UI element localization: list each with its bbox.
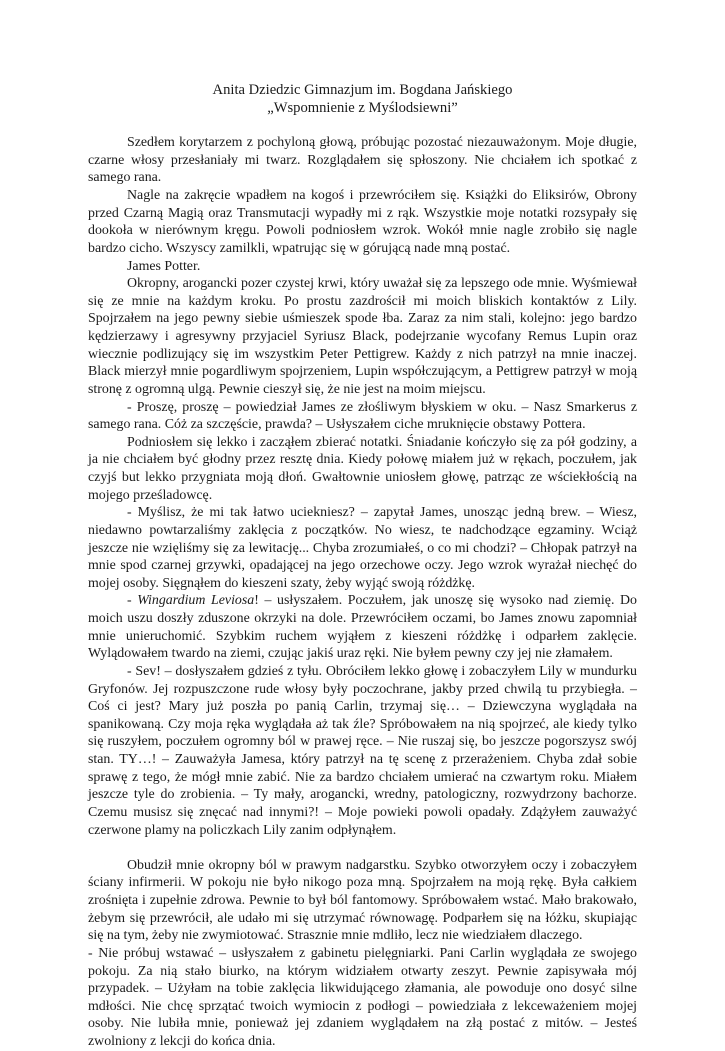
paragraph: Nagle na zakręcie wpadłem na kogoś i przewróciłem się. Książki do Eliksirów, Obrony przed Czarną Magią oraz Transmutacji wypadły mi z rąk. Wszystkie moje notatki rozsypały się dookoła w nierównym kręgu. Powoli podniosłem wzrok. Wokół mnie nagle zrobiło się nagle bardzo cicho. Wszyscy zamilkli, wpatrując się w górującą nade mną postać. <box>88 188 637 256</box>
paragraph: Okropny, arogancki pozer czystej krwi, który uważał się za lepszego ode mnie. Wyśmiewał się ze mnie na każdym kroku. Po prostu zazdrościł mi moich bliskich kontaktów z Lily. Spojrzałem na jego pewny siebie uśmieszek spode łba. Zaraz za nim stali, kolejno: jego bardzo kędzierzawy i agresywny przyjaciel Syriusz Black, podejrzanie wycofany Remus Lupin oraz wiecznie podlizujący się im wszystkim Peter Pettigrew. Każdy z nich patrzył na mnie inaczej. Black mierzył mnie pogardliwym spojrzeniem, Lupin współczującym, a Pettigrew patrzył w moją stronę z ogromną ulgą. Pewnie cieszył się, że nie jest na moim miejscu. <box>88 276 637 397</box>
story-title: „Wspomnienie z Myślodsiewni” <box>267 99 458 116</box>
paragraph: James Potter. <box>127 258 201 274</box>
paragraph: Obudził mnie okropny ból w prawym nadgarstku. Szybko otworzyłem oczy i zobaczyłem ściany infirmerii. W pokoju nie było nikogo poza mną. Spojrzałem na moją rękę. Była całkiem zrośnięta i zupełnie zdrowa. Pewnie to był ból fantomowy. Spróbowałem wstać. Mało brakowało, żebym się przewrócił, ale udało mi się utrzymać równowagę. Podparłem się na łóżku, skupiając się na tym, żeby nie zwymiotować. Strasznie mnie mdliło, lecz nie wiedziałem dlaczego. <box>88 857 637 944</box>
document-title <box>88 82 637 117</box>
paragraph: Podniosłem się lekko i zacząłem zbierać notatki. Śniadanie kończyło się za pół godziny, a ja nie chciałem być głodny przez resztę dnia. Kiedy połowę miałem już w rękach, poczułem, jak czyjś but lekko przygniata moją dłoń. Gwałtownie uniosłem głowę, patrząc ze wściekłością na mojego prześladowcę. <box>88 434 637 503</box>
story-body <box>88 134 637 1050</box>
paragraph: - Nie próbuj wstawać – usłyszałem z gabinetu pielęgniarki. Pani Carlin wyglądała ze swojego pokoju. Za nią stało biurko, na którym widziałem otwarty zeszyt. Pewnie zapisywała mój przypadek. – Użyłam na tobie zaklęcia likwidującego złamania, ale powoduje ono dosyć silne mdłości. Nie chcę sprzątać twoich wymiocin z podłogi – powiedziała z lekceważeniem mojej osoby. Nie lubiła mnie, ponieważ jej zdaniem wyglądałem na złą postać z mitów. – Jesteś zwolniony z lekcji do końca dnia. <box>88 945 637 1050</box>
paragraph: Szedłem korytarzem z pochyloną głową, próbując pozostać niezauważonym. Moje długie, czarne włosy przesłaniały mi twarz. Rozglądałem się spłoszony. Nie chciałem ich spotkać z samego rana. <box>88 135 637 186</box>
spell-name: Wingardium Leviosa <box>137 593 255 609</box>
author-school-line: Anita Dziedzic Gimnazjum im. Bogdana Jańskiego <box>212 82 513 98</box>
paragraph: - Proszę, proszę – powiedział James ze złośliwym błyskiem w oku. – Nasz Smarkerus z samego rana. Cóż za szczęście, prawda? – Usłyszałem ciche mruknięcie obstawy Pottera. <box>88 399 637 433</box>
paragraph: - Wingardium Leviosa! – usłyszałem. Poczułem, jak unoszę się wysoko nad ziemię. Do moich uszu doszły zduszone okrzyki na dole. Przewróciłem oczami, bo James znowu zapomniał mnie unieruchomić. Szybkim ruchem wyjąłem z kieszeni różdżkę i odparłem zaklęcie. Wylądowałem twardo na ziemi, czując jakiś uraz ręki. Nie byłem pewny czy jej nie złamałem. <box>88 593 637 662</box>
paragraph: - Myślisz, że mi tak łatwo uciekniesz? – zapytał James, unosząc jedną brew. – Wiesz, niedawno powtarzaliśmy zaklęcia z początków. No wiesz, te nadchodzące egzaminy. Wciąż jeszcze nie wzięliśmy się za lewitację... Chyba zrozumiałeś, o co mi chodzi? – Chłopak patrzył na mnie spod czarnej grzywki, opadającej na jego orzechowe oczy. Jego wzrok wyrażał niechęć do mojej osoby. Sięgnąłem do kieszeni szaty, żeby wyjąć swoją różdżkę. <box>88 505 637 591</box>
paragraph: - Sev! – dosłyszałem gdzieś z tyłu. Obróciłem lekko głowę i zobaczyłem Lily w mundurku Gryfonów. Jej rozpuszczone rude włosy były poczochrane, jakby przed chwilą tu przybiegła. – Coś ci jest? Mary już poszła po panią Carlin, trzymaj się… – Dziewczyna wyglądała na spanikowaną. Czy moja ręka wyglądała aż tak źle? Spróbowałem na nią spojrzeć, ale kiedy tylko się ruszyłem, poczułem ogromny ból w prawej ręce. – Nie ruszaj się, bo jeszcze pogorszysz swój stan. TY…! – Zauważyła Jamesa, który patrzył na tę scenę z przerażeniem. Chyba zdał sobie sprawę z tego, że mógł mnie zabić. Nie za bardzo chciałem umierać na czwartym roku. Miałem jeszcze tyle do zrobienia. – Ty mały, arogancki, wredny, patologiczny, rozwydrzony bachorze. Czemu musisz się znęcać nad innymi?! – Moje powieki powoli opadały. Zdążyłem zauważyć czerwone plamy na policzkach Lily zanim odpłynąłem. <box>88 663 637 838</box>
